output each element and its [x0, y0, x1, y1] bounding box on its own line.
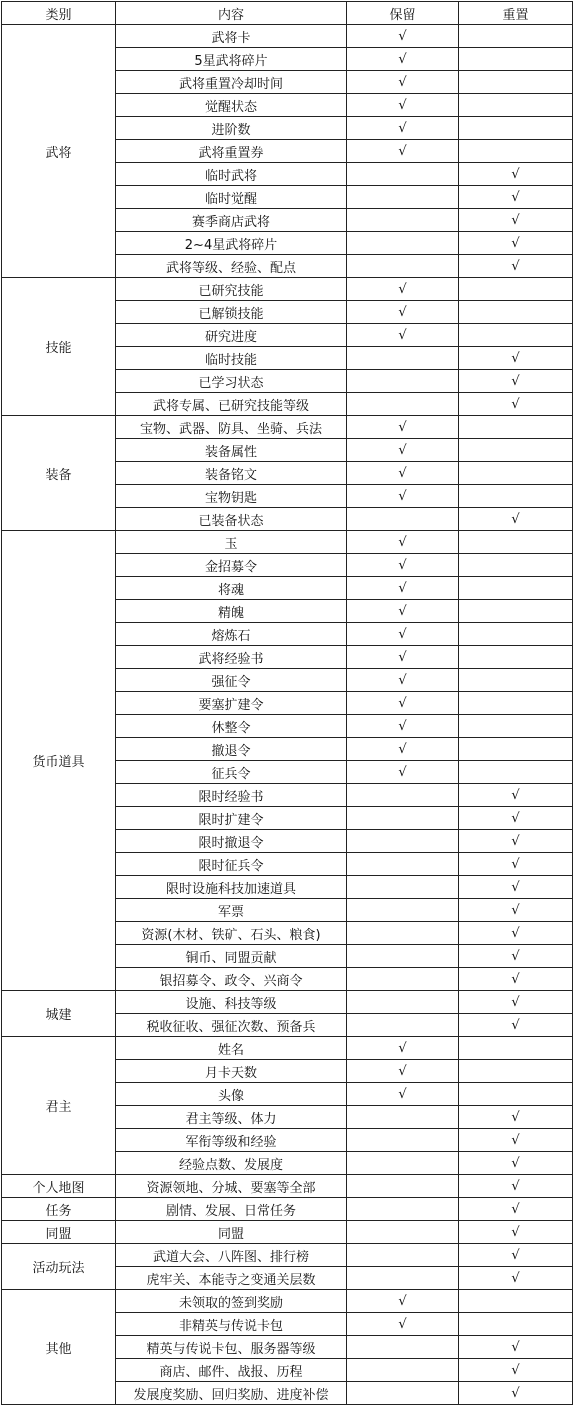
- check-mark-icon: √: [511, 810, 520, 826]
- reset-cell: [459, 462, 573, 485]
- reset-cell: [459, 25, 573, 48]
- check-mark-icon: √: [398, 626, 407, 642]
- keep-cell: [347, 692, 459, 715]
- reset-cell: [459, 1083, 573, 1106]
- check-mark-icon: √: [398, 1316, 407, 1332]
- keep-cell: [347, 508, 459, 531]
- reset-cell: [459, 416, 573, 439]
- content-cell: 将魂: [116, 577, 347, 600]
- category-cell: 活动玩法: [2, 1244, 116, 1290]
- keep-cell: [347, 462, 459, 485]
- content-cell: 已学习状态: [116, 370, 347, 393]
- category-cell: 同盟: [2, 1221, 116, 1244]
- reset-cell: [459, 232, 573, 255]
- content-cell: 临时觉醒: [116, 186, 347, 209]
- table-row: [2, 1175, 573, 1198]
- table-header: [2, 2, 573, 25]
- category-cell: 装备: [2, 416, 116, 531]
- reset-cell: [459, 1037, 573, 1060]
- keep-cell: [347, 485, 459, 508]
- reset-cell: [459, 1290, 573, 1313]
- check-mark-icon: √: [511, 1178, 520, 1194]
- keep-cell: [347, 255, 459, 278]
- content-cell: 已研究技能: [116, 278, 347, 301]
- keep-cell: [347, 232, 459, 255]
- check-mark-icon: √: [511, 189, 520, 205]
- check-mark-icon: √: [511, 511, 520, 527]
- category-cell: 君主: [2, 1037, 116, 1175]
- keep-cell: [347, 1198, 459, 1221]
- content-cell: 临时技能: [116, 347, 347, 370]
- check-mark-icon: √: [398, 1086, 407, 1102]
- content-cell: 武将卡: [116, 25, 347, 48]
- check-mark-icon: √: [398, 1063, 407, 1079]
- content-cell: 觉醒状态: [116, 94, 347, 117]
- keep-cell: [347, 278, 459, 301]
- reset-cell: [459, 71, 573, 94]
- keep-cell: [347, 117, 459, 140]
- keep-cell: [347, 94, 459, 117]
- check-mark-icon: √: [398, 534, 407, 550]
- reset-cell: [459, 117, 573, 140]
- content-cell: 发展度奖励、回归奖励、进度补偿: [116, 1382, 347, 1405]
- reset-cell: [459, 577, 573, 600]
- content-cell: 武将专属、已研究技能等级: [116, 393, 347, 416]
- content-cell: 军衔等级和经验: [116, 1129, 347, 1152]
- keep-cell: [347, 1083, 459, 1106]
- check-mark-icon: √: [398, 327, 407, 343]
- reset-rules-table: [1, 1, 573, 1405]
- reset-cell: [459, 278, 573, 301]
- reset-cell: [459, 1359, 573, 1382]
- content-cell: 头像: [116, 1083, 347, 1106]
- check-mark-icon: √: [398, 764, 407, 780]
- table-body: [2, 25, 573, 1405]
- reset-cell: [459, 853, 573, 876]
- check-mark-icon: √: [398, 695, 407, 711]
- content-cell: 宝物钥匙: [116, 485, 347, 508]
- reset-cell: [459, 163, 573, 186]
- content-cell: 研究进度: [116, 324, 347, 347]
- content-cell: 精魄: [116, 600, 347, 623]
- keep-cell: [347, 623, 459, 646]
- keep-cell: [347, 209, 459, 232]
- keep-cell: [347, 393, 459, 416]
- keep-cell: [347, 301, 459, 324]
- check-mark-icon: √: [398, 488, 407, 504]
- check-mark-icon: √: [511, 258, 520, 274]
- reset-cell: [459, 600, 573, 623]
- reset-cell: [459, 1244, 573, 1267]
- keep-cell: [347, 1152, 459, 1175]
- table-row: [2, 416, 573, 439]
- keep-cell: [347, 784, 459, 807]
- check-mark-icon: √: [511, 879, 520, 895]
- reset-cell: [459, 1106, 573, 1129]
- header-keep: 保留: [347, 2, 459, 25]
- keep-cell: [347, 71, 459, 94]
- reset-cell: [459, 899, 573, 922]
- reset-cell: [459, 255, 573, 278]
- reset-cell: [459, 922, 573, 945]
- content-cell: 2~4星武将碎片: [116, 232, 347, 255]
- reset-cell: [459, 876, 573, 899]
- content-cell: 限时经验书: [116, 784, 347, 807]
- check-mark-icon: √: [398, 580, 407, 596]
- content-cell: 税收征收、强征次数、预备兵: [116, 1014, 347, 1037]
- reset-cell: [459, 186, 573, 209]
- check-mark-icon: √: [511, 1247, 520, 1263]
- table-row: [2, 1244, 573, 1267]
- keep-cell: [347, 899, 459, 922]
- keep-cell: [347, 1267, 459, 1290]
- content-cell: 商店、邮件、战报、历程: [116, 1359, 347, 1382]
- content-cell: 武将重置券: [116, 140, 347, 163]
- check-mark-icon: √: [398, 718, 407, 734]
- check-mark-icon: √: [511, 235, 520, 251]
- category-cell: 城建: [2, 991, 116, 1037]
- content-cell: 武将重置冷却时间: [116, 71, 347, 94]
- reset-cell: [459, 968, 573, 991]
- reset-cell: [459, 692, 573, 715]
- table-row: [2, 531, 573, 554]
- keep-cell: [347, 531, 459, 554]
- content-cell: 已解锁技能: [116, 301, 347, 324]
- check-mark-icon: √: [511, 166, 520, 182]
- keep-cell: [347, 1060, 459, 1083]
- reset-cell: [459, 209, 573, 232]
- category-cell: 任务: [2, 1198, 116, 1221]
- check-mark-icon: √: [398, 143, 407, 159]
- reset-cell: [459, 393, 573, 416]
- keep-cell: [347, 1244, 459, 1267]
- reset-cell: [459, 48, 573, 71]
- content-cell: 限时设施科技加速道具: [116, 876, 347, 899]
- reset-cell: [459, 1267, 573, 1290]
- reset-cell: [459, 784, 573, 807]
- keep-cell: [347, 1382, 459, 1405]
- reset-cell: [459, 324, 573, 347]
- keep-cell: [347, 968, 459, 991]
- content-cell: 金招募令: [116, 554, 347, 577]
- content-cell: 限时扩建令: [116, 807, 347, 830]
- content-cell: 临时武将: [116, 163, 347, 186]
- reset-cell: [459, 830, 573, 853]
- keep-cell: [347, 1336, 459, 1359]
- reset-cell: [459, 347, 573, 370]
- header-reset: 重置: [459, 2, 573, 25]
- content-cell: 武将经验书: [116, 646, 347, 669]
- keep-cell: [347, 1106, 459, 1129]
- check-mark-icon: √: [511, 925, 520, 941]
- content-cell: 强征令: [116, 669, 347, 692]
- reset-cell: [459, 761, 573, 784]
- keep-cell: [347, 48, 459, 71]
- check-mark-icon: √: [511, 971, 520, 987]
- check-mark-icon: √: [511, 1132, 520, 1148]
- check-mark-icon: √: [511, 948, 520, 964]
- keep-cell: [347, 1290, 459, 1313]
- check-mark-icon: √: [398, 603, 407, 619]
- content-cell: 限时征兵令: [116, 853, 347, 876]
- content-cell: 已装备状态: [116, 508, 347, 531]
- keep-cell: [347, 163, 459, 186]
- reset-cell: [459, 370, 573, 393]
- check-mark-icon: √: [398, 120, 407, 136]
- reset-cell: [459, 554, 573, 577]
- keep-cell: [347, 1014, 459, 1037]
- content-cell: 军票: [116, 899, 347, 922]
- content-cell: 经验点数、发展度: [116, 1152, 347, 1175]
- table-row: [2, 278, 573, 301]
- reset-cell: [459, 1129, 573, 1152]
- check-mark-icon: √: [398, 672, 407, 688]
- content-cell: 君主等级、体力: [116, 1106, 347, 1129]
- reset-cell: [459, 646, 573, 669]
- header-category: 类别: [2, 2, 116, 25]
- check-mark-icon: √: [398, 51, 407, 67]
- table-row: [2, 25, 573, 48]
- keep-cell: [347, 1221, 459, 1244]
- check-mark-icon: √: [511, 1385, 520, 1401]
- reset-cell: [459, 1014, 573, 1037]
- reset-cell: [459, 301, 573, 324]
- reset-cell: [459, 669, 573, 692]
- check-mark-icon: √: [398, 281, 407, 297]
- content-cell: 装备属性: [116, 439, 347, 462]
- check-mark-icon: √: [398, 419, 407, 435]
- category-cell: 技能: [2, 278, 116, 416]
- content-cell: 休整令: [116, 715, 347, 738]
- category-cell: 个人地图: [2, 1175, 116, 1198]
- table-row: [2, 1198, 573, 1221]
- reset-cell: [459, 94, 573, 117]
- reset-cell: [459, 140, 573, 163]
- content-cell: 要塞扩建令: [116, 692, 347, 715]
- keep-cell: [347, 347, 459, 370]
- check-mark-icon: √: [398, 304, 407, 320]
- check-mark-icon: √: [511, 1362, 520, 1378]
- header-content: 内容: [116, 2, 347, 25]
- keep-cell: [347, 1175, 459, 1198]
- check-mark-icon: √: [398, 442, 407, 458]
- table-row: [2, 991, 573, 1014]
- reset-cell: [459, 1060, 573, 1083]
- reset-cell: [459, 945, 573, 968]
- content-cell: 姓名: [116, 1037, 347, 1060]
- keep-cell: [347, 439, 459, 462]
- check-mark-icon: √: [511, 396, 520, 412]
- keep-cell: [347, 876, 459, 899]
- content-cell: 武道大会、八阵图、排行榜: [116, 1244, 347, 1267]
- reset-cell: [459, 1382, 573, 1405]
- content-cell: 装备铭文: [116, 462, 347, 485]
- check-mark-icon: √: [511, 1155, 520, 1171]
- check-mark-icon: √: [511, 994, 520, 1010]
- table-row: [2, 1037, 573, 1060]
- keep-cell: [347, 25, 459, 48]
- content-cell: 限时撤退令: [116, 830, 347, 853]
- content-cell: 设施、科技等级: [116, 991, 347, 1014]
- check-mark-icon: √: [511, 902, 520, 918]
- content-cell: 武将等级、经验、配点: [116, 255, 347, 278]
- keep-cell: [347, 669, 459, 692]
- content-cell: 5星武将碎片: [116, 48, 347, 71]
- content-cell: 熔炼石: [116, 623, 347, 646]
- content-cell: 资源(木材、铁矿、石头、粮食): [116, 922, 347, 945]
- reset-cell: [459, 738, 573, 761]
- keep-cell: [347, 600, 459, 623]
- check-mark-icon: √: [511, 1201, 520, 1217]
- keep-cell: [347, 830, 459, 853]
- check-mark-icon: √: [398, 28, 407, 44]
- check-mark-icon: √: [511, 373, 520, 389]
- reset-cell: [459, 485, 573, 508]
- check-mark-icon: √: [398, 741, 407, 757]
- keep-cell: [347, 1037, 459, 1060]
- category-cell: 其他: [2, 1290, 116, 1405]
- content-cell: 同盟: [116, 1221, 347, 1244]
- keep-cell: [347, 991, 459, 1014]
- check-mark-icon: √: [511, 212, 520, 228]
- keep-cell: [347, 1313, 459, 1336]
- content-cell: 铜币、同盟贡献: [116, 945, 347, 968]
- keep-cell: [347, 416, 459, 439]
- check-mark-icon: √: [511, 1270, 520, 1286]
- content-cell: 赛季商店武将: [116, 209, 347, 232]
- check-mark-icon: √: [398, 649, 407, 665]
- reset-cell: [459, 1198, 573, 1221]
- check-mark-icon: √: [511, 833, 520, 849]
- reset-cell: [459, 623, 573, 646]
- check-mark-icon: √: [398, 1293, 407, 1309]
- check-mark-icon: √: [398, 74, 407, 90]
- check-mark-icon: √: [511, 350, 520, 366]
- check-mark-icon: √: [511, 787, 520, 803]
- keep-cell: [347, 370, 459, 393]
- keep-cell: [347, 807, 459, 830]
- content-cell: 剧情、发展、日常任务: [116, 1198, 347, 1221]
- table-row: [2, 1290, 573, 1313]
- reset-cell: [459, 807, 573, 830]
- content-cell: 精英与传说卡包、服务器等级: [116, 1336, 347, 1359]
- keep-cell: [347, 554, 459, 577]
- header-row: [2, 2, 573, 25]
- content-cell: 未领取的签到奖励: [116, 1290, 347, 1313]
- keep-cell: [347, 324, 459, 347]
- reset-cell: [459, 991, 573, 1014]
- content-cell: 进阶数: [116, 117, 347, 140]
- content-cell: 玉: [116, 531, 347, 554]
- category-cell: 武将: [2, 25, 116, 278]
- reset-cell: [459, 1313, 573, 1336]
- check-mark-icon: √: [511, 1339, 520, 1355]
- reset-cell: [459, 531, 573, 554]
- table-row: [2, 1221, 573, 1244]
- content-cell: 非精英与传说卡包: [116, 1313, 347, 1336]
- reset-cell: [459, 508, 573, 531]
- reset-cell: [459, 1175, 573, 1198]
- reset-cell: [459, 1152, 573, 1175]
- keep-cell: [347, 761, 459, 784]
- check-mark-icon: √: [398, 465, 407, 481]
- keep-cell: [347, 577, 459, 600]
- keep-cell: [347, 186, 459, 209]
- keep-cell: [347, 140, 459, 163]
- check-mark-icon: √: [398, 1040, 407, 1056]
- content-cell: 撤退令: [116, 738, 347, 761]
- reset-cell: [459, 715, 573, 738]
- content-cell: 宝物、武器、防具、坐骑、兵法: [116, 416, 347, 439]
- keep-cell: [347, 922, 459, 945]
- keep-cell: [347, 1359, 459, 1382]
- check-mark-icon: √: [511, 856, 520, 872]
- content-cell: 银招募令、政令、兴商令: [116, 968, 347, 991]
- content-cell: 虎牢关、本能寺之变通关层数: [116, 1267, 347, 1290]
- content-cell: 征兵令: [116, 761, 347, 784]
- reset-cell: [459, 1221, 573, 1244]
- keep-cell: [347, 853, 459, 876]
- check-mark-icon: √: [511, 1017, 520, 1033]
- check-mark-icon: √: [511, 1224, 520, 1240]
- category-cell: 货币道具: [2, 531, 116, 991]
- keep-cell: [347, 738, 459, 761]
- keep-cell: [347, 945, 459, 968]
- check-mark-icon: √: [398, 97, 407, 113]
- check-mark-icon: √: [511, 1109, 520, 1125]
- keep-cell: [347, 1129, 459, 1152]
- content-cell: 月卡天数: [116, 1060, 347, 1083]
- keep-cell: [347, 715, 459, 738]
- content-cell: 资源领地、分城、要塞等全部: [116, 1175, 347, 1198]
- check-mark-icon: √: [398, 557, 407, 573]
- reset-cell: [459, 1336, 573, 1359]
- keep-cell: [347, 646, 459, 669]
- reset-cell: [459, 439, 573, 462]
